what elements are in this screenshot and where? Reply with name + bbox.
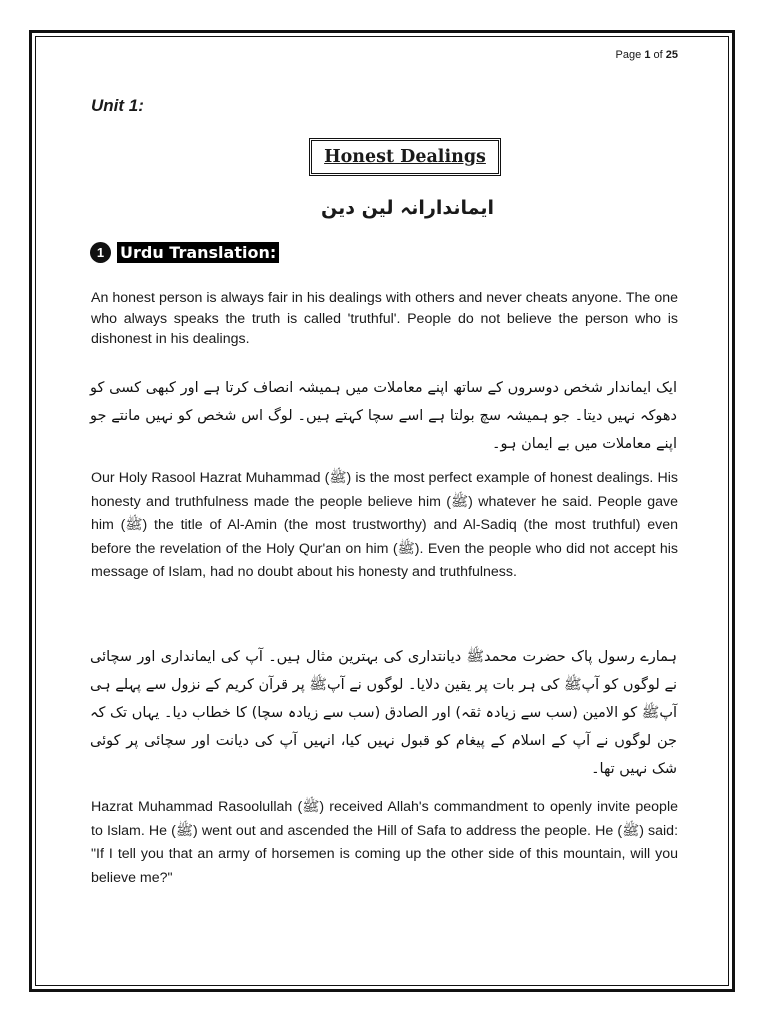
section-number-badge: 1 xyxy=(90,242,111,263)
english-paragraph-3: Hazrat Muhammad Rasoolullah (ﷺ) received Allah's commandment to openly invite people to Islam. He (ﷺ) went out and ascended the Hill of Safa to address the people. He (ﷺ) said: "If I tell you that an army of horsemen is coming up the other side of this mountain, will you believe me?" xyxy=(91,799,679,886)
section-label: Urdu Translation: xyxy=(117,242,279,263)
title-box xyxy=(309,138,501,176)
english-paragraph-1: An honest person is always fair in his dealings with others and never cheats anyone. The one who always speaks the truth is called 'truthful'. People do not believe the person who is dishonest in his dealings. xyxy=(91,290,678,347)
english-paragraph-2: Our Holy Rasool Hazrat Muhammad (ﷺ) is the most perfect example of honest dealings. His honesty and truthfulness made the people believe him (ﷺ) whatever he said. People gave him (ﷺ) the title of Al-Amin (the most trustworthy) and Al-Sadiq (the most truthful) even before the revelation of the Holy Qur'an on him (ﷺ). Even the people who did not accept his message of Islam, had no doubt about his honesty and truthfulness. xyxy=(91,470,679,580)
urdu-paragraph-1: ایک ایماندار شخص دوسروں کے ساتھ اپنے معاملات میں ہمیشہ انصاف کرتا ہے اور کبھی کسی کو دھوکہ نہیں دیتا۔ جو ہمیشہ سچ بولتا ہے اسے سچا کہتے ہیں۔ لوگ اس شخص کو نہیں مانتے جو اپنے معاملات میں بے ایمان ہو۔ xyxy=(90,380,677,452)
page-number xyxy=(616,49,678,61)
page-current: 1 xyxy=(644,49,651,61)
page-title: Honest Dealings xyxy=(324,147,486,167)
page-total: 25 xyxy=(665,49,678,61)
unit-label: Unit 1: xyxy=(91,96,144,115)
urdu-title: ایماندارانہ لین دین xyxy=(320,197,495,219)
section-heading xyxy=(90,242,279,263)
page-of: of xyxy=(653,49,663,61)
page-prefix: Page xyxy=(615,49,642,61)
urdu-paragraph-2: ہمارے رسول پاک حضرت محمدﷺ دیانتداری کی بہترین مثال ہیں۔ آپ کی ایمانداری اور سچائی نے لوگوں کو آپﷺ کی ہر بات پر یقین دلایا۔ لوگوں نے آپﷺ پر قرآن کریم کے نزول سے پہلے ہی آپﷺ کو الامین (سب سے زیادہ ثقہ) اور الصادق (سب سے زیادہ سچا) کا خطاب دیا۔ یہاں تک کہ جن لوگوں نے آپ کے اسلام کے پیغام کو قبول نہیں کیا، انہیں آپ کی دیانت اور سچائی پر کوئی شک نہیں تھا۔ xyxy=(90,649,677,777)
